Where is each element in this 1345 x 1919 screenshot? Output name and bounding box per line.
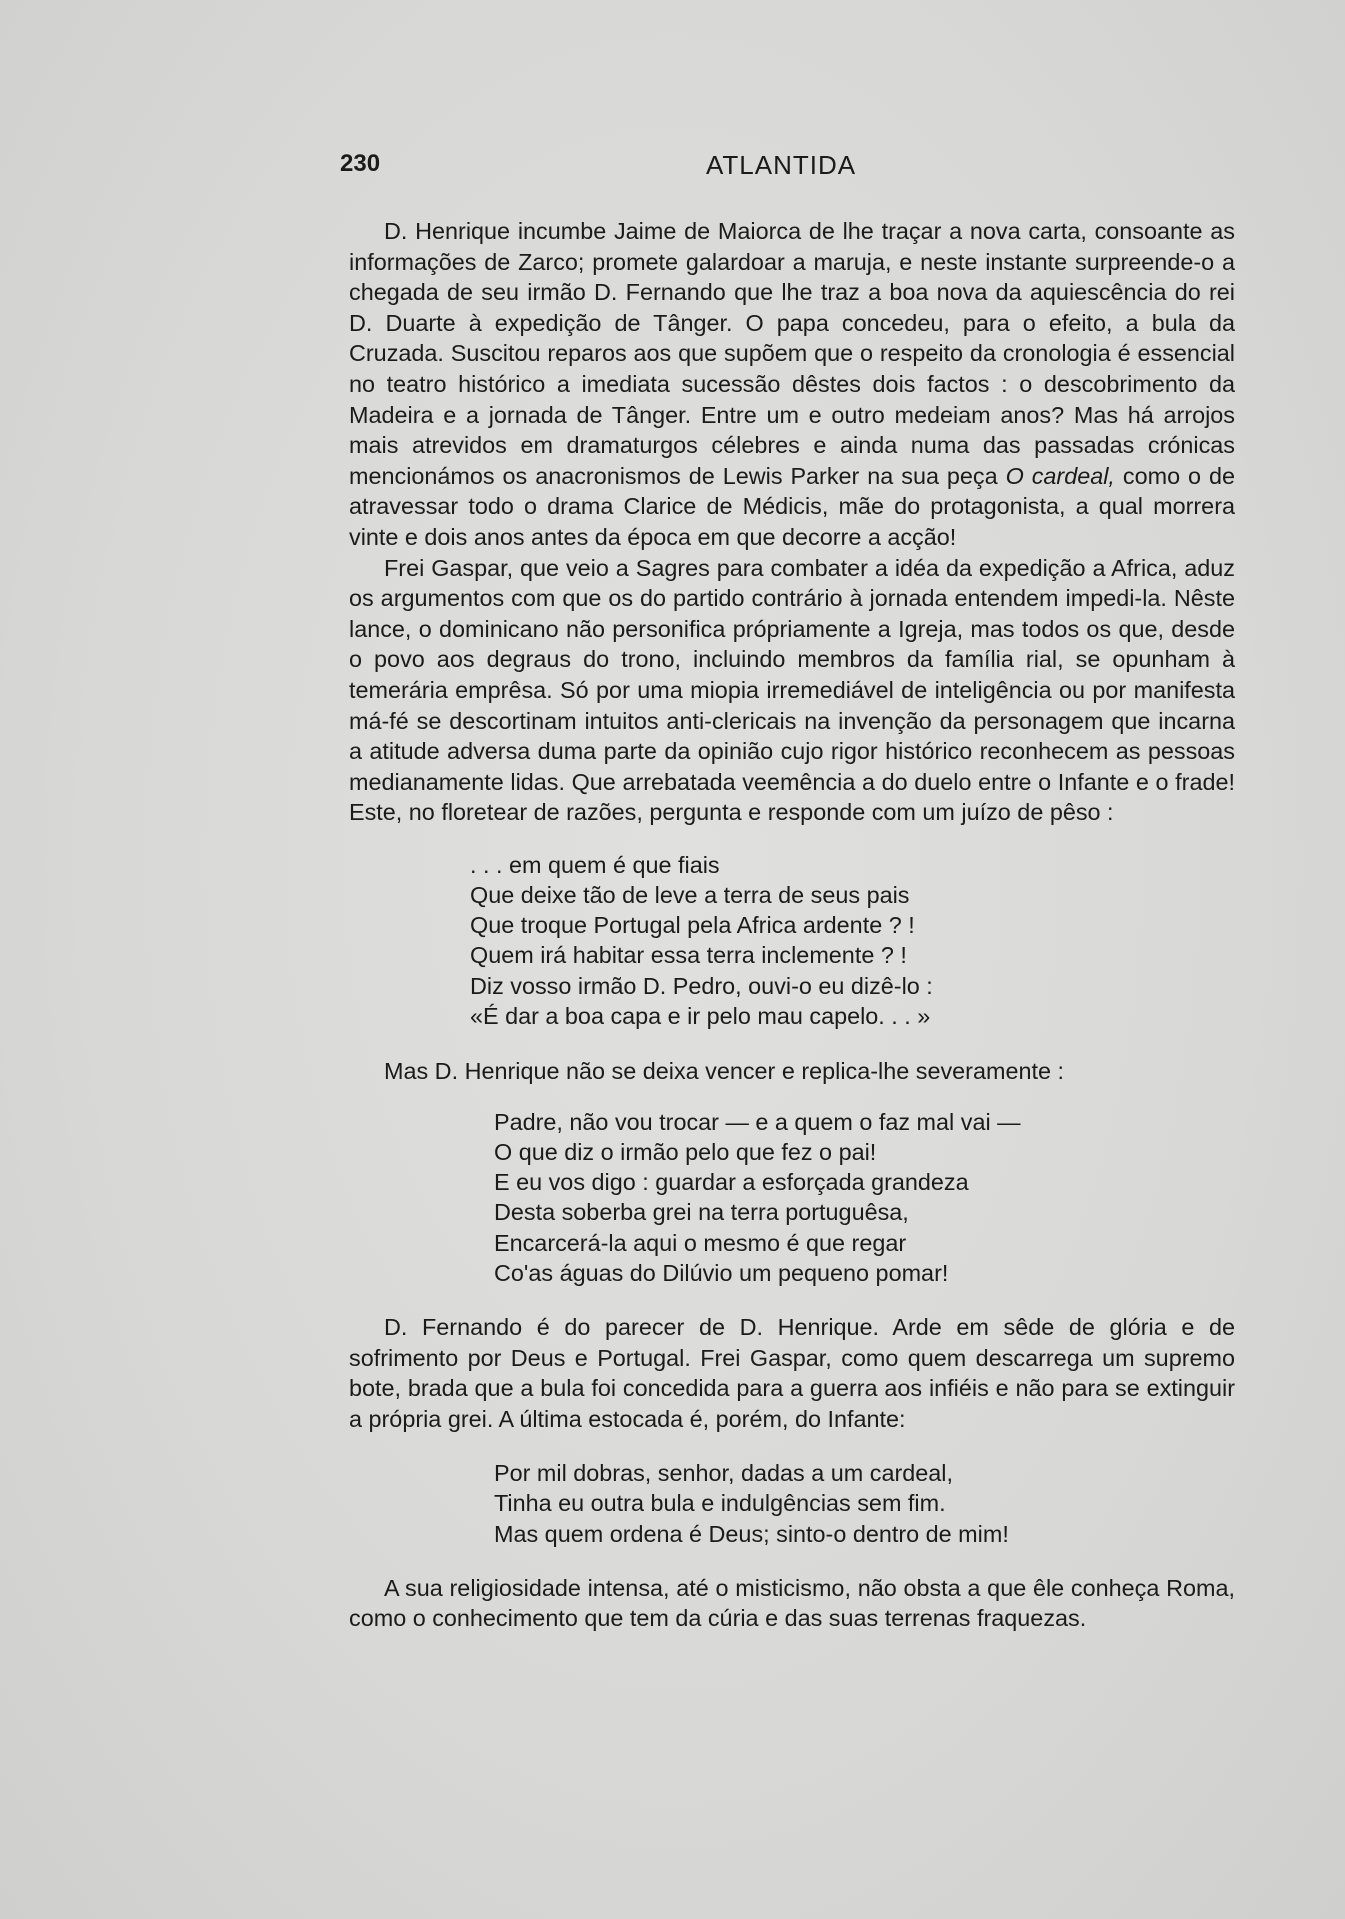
- verse-line: «É dar a boa capa e ir pelo mau capelo. . . »: [470, 1002, 931, 1029]
- verse-line: Padre, não vou trocar — e a quem o faz mal vai —: [494, 1108, 1021, 1135]
- paragraph-4: A sua religiosidade intensa, até o misticismo, não obsta a que êle conheça Roma, como o conhecimento que tem da cúria e das suas terrenas fraquezas.: [349, 1574, 1235, 1632]
- verse-line: . . . em quem é que fiais: [470, 851, 720, 878]
- running-title: ATLANTIDA: [706, 150, 857, 180]
- paragraph-3: D. Fernando é do parecer de D. Henrique. Arde em sêde de glória e de sofrimento por Deus e Portugal. Frei Gaspar, como quem descarrega um supremo bote, brada que a bula foi concedida para a guerra aos infiéis e não para se extinguir a própria grei. A última estocada é, porém, do Infante:: [349, 1313, 1235, 1432]
- verse-line: Encarcerá-la aqui o mesmo é que regar: [494, 1229, 907, 1256]
- play-title: O cardeal,: [1005, 462, 1115, 489]
- verse-intro: Mas D. Henrique não se deixa vencer e replica-lhe severamente :: [384, 1058, 1064, 1085]
- verse-block-3: [494, 1458, 1235, 1549]
- paragraph-1-end: como o de atravessar todo o drama Clarice de Médicis, mãe do protagonista, a qual morrera vinte e dois anos antes da época em que decorre a acção!: [349, 462, 1235, 550]
- verse-line: O que diz o irmão pelo que fez o pai!: [494, 1138, 877, 1165]
- verse-line: Quem irá habitar essa terra inclemente ? !: [470, 942, 907, 969]
- verse-block-2: [494, 1107, 1235, 1288]
- body-text: [349, 216, 1235, 1634]
- verse-line: E eu vos digo : guardar a esforçada grandeza: [494, 1169, 969, 1196]
- verse-line: Co'as águas do Dilúvio um pequeno pomar!: [494, 1259, 949, 1286]
- paragraph-1: [349, 216, 1235, 553]
- verse-line: Por mil dobras, senhor, dadas a um cardeal,: [494, 1460, 953, 1487]
- verse-line: Mas quem ordena é Deus; sinto-o dentro de mim!: [494, 1520, 1009, 1547]
- verse-block-1: [470, 850, 1235, 1031]
- verse-line: Que deixe tão de leve a terra de seus pais: [470, 882, 910, 909]
- verse-line: Tinha eu outra bula e indulgências sem fim.: [494, 1490, 946, 1517]
- verse-line: Desta soberba grei na terra portuguêsa,: [494, 1199, 909, 1226]
- verse-line: Diz vosso irmão D. Pedro, ouvi-o eu dizê-lo :: [470, 972, 933, 999]
- verse-line: Que troque Portugal pela Africa ardente ? !: [470, 912, 915, 939]
- page-number: 230: [340, 150, 381, 177]
- page-header: [340, 150, 1060, 190]
- paragraph-2: Frei Gaspar, que veio a Sagres para combater a idéa da expedição a Africa, aduz os argumentos com que os do partido contrário à jornada entendem impedi-la. Nêste lance, o dominicano não personifica própriamente a Igreja, mas todos os que, desde o povo aos degraus do trono, incluindo membros da família rial, se opunham à temerária emprêsa. Só por uma miopia irremediável de inteligência ou por manifesta má-fé se descortinam intuitos anti-clericais na invenção da personagem que incarna a atitude adversa duma parte da opinião cujo rigor histórico reconhecem as pessoas medianamente lidas. Que arrebatada veemência a do duelo entre o Infante e o frade! Este, no floretear de razões, pergunta e responde com um juízo de pêso :: [349, 554, 1235, 826]
- paragraph-1-text: D. Henrique incumbe Jaime de Maiorca de lhe traçar a nova carta, consoante as informações de Zarco; promete galardoar a maruja, e neste instante surpreende-o a chegada de seu irmão D. Fernando que lhe traz a boa nova da aquiescência do rei D. Duarte à expedição de Tânger. O papa concedeu, para o efeito, a bula da Cruzada. Suscitou reparos aos que supõem que o respeito da cronologia é essencial no teatro histórico a imediata sucessão dêstes dois factos : o descobrimento da Madeira e a jornada de Tânger. Entre um e outro medeiam anos? Mas há arrojos mais atrevidos em dramaturgos célebres e ainda numa das passadas crónicas mencionámos os anacronismos de Lewis Parker na sua peça: [349, 218, 1235, 489]
